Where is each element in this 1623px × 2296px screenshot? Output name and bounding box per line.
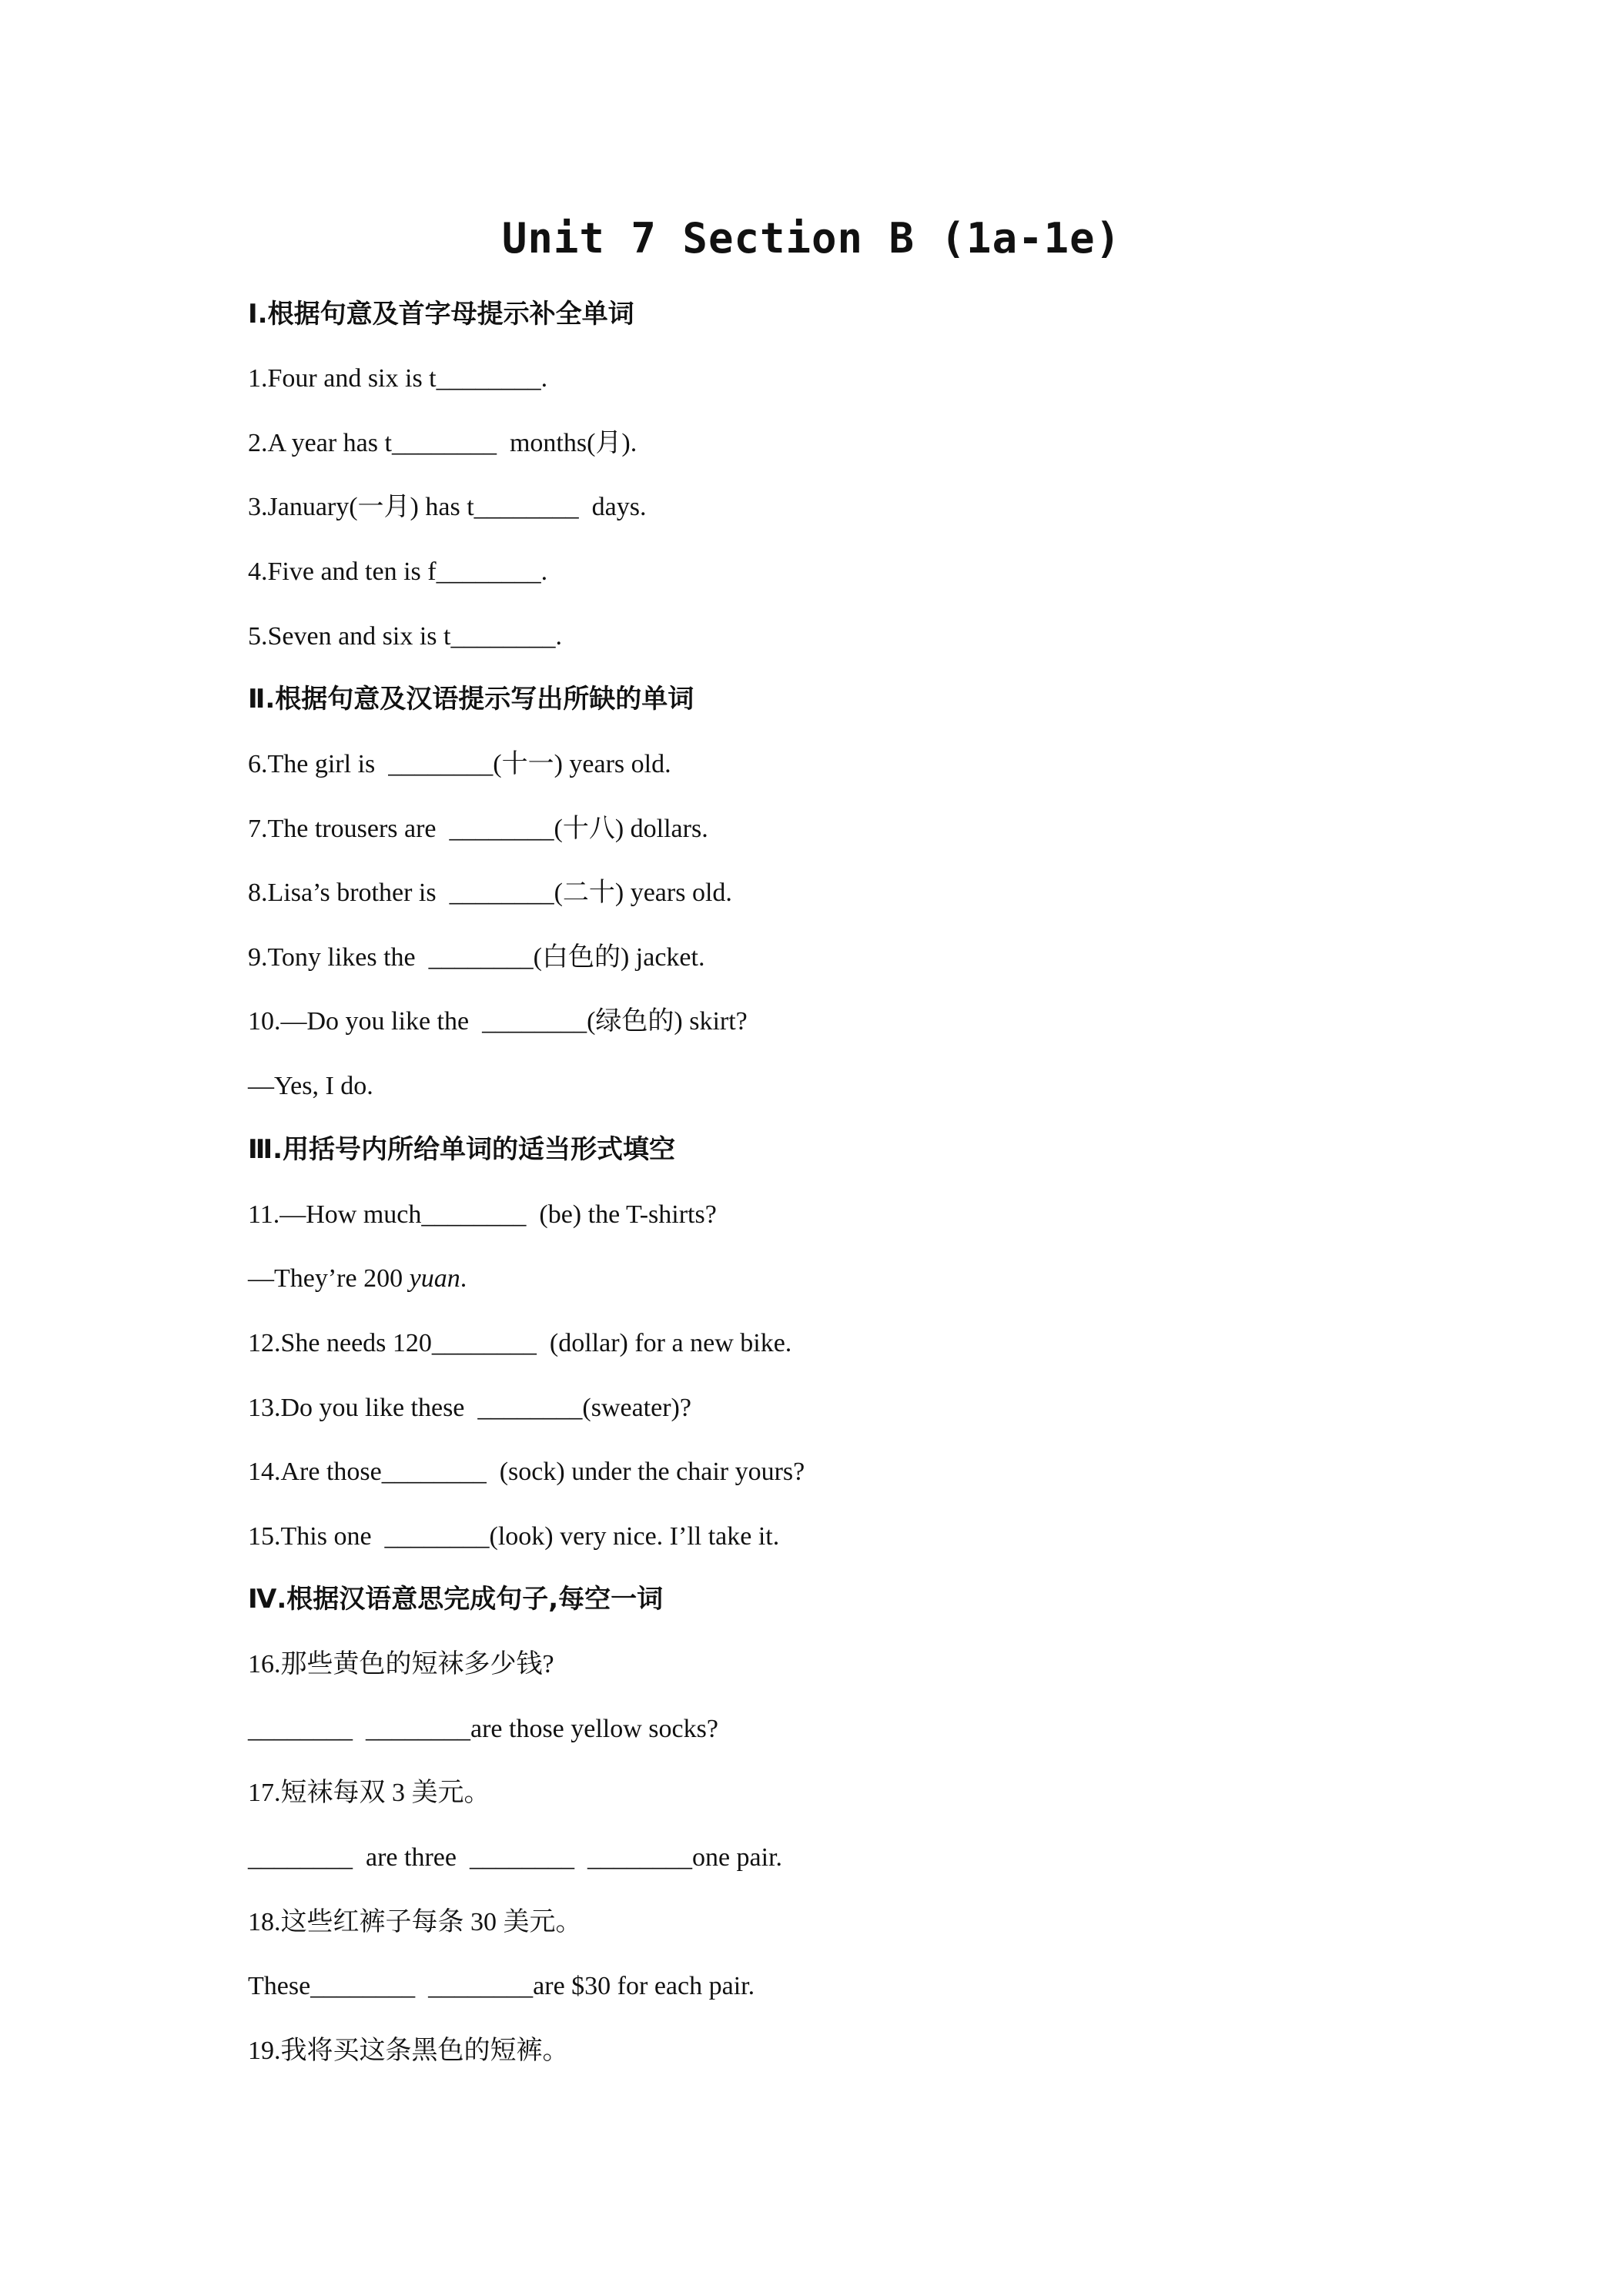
blank-17: ________ are three ________ ________one pair. [248, 1843, 783, 1872]
yuan-italic: yuan [409, 1264, 460, 1293]
question-6: 6.The girl is ________(十一) years old. [248, 750, 671, 778]
answer-10: —Yes, I do. [248, 1072, 373, 1100]
question-5: 5.Seven and six is t________. [248, 622, 562, 651]
question-15: 15.This one ________(look) very nice. I’ll take it. [248, 1522, 780, 1551]
question-3: 3.January(一月) has t________ days. [248, 493, 647, 521]
blank-16: ________ ________are those yellow socks? [248, 1715, 718, 1743]
page-title: Unit 7 Section B (1a-1e) [501, 214, 1122, 263]
section-heading-3: Ⅲ.用括号内所给单词的适当形式填空 [248, 1134, 676, 1165]
question-1: 1.Four and six is t________. [248, 364, 548, 393]
question-8: 8.Lisa’s brother is ________(二十) years old. [248, 879, 732, 907]
question-16: 16.那些黄色的短袜多少钱? [248, 1650, 554, 1678]
answer-11: —They’re 200 yuan. [248, 1264, 467, 1293]
section-heading-1: Ⅰ.根据句意及首字母提示补全单词 [248, 299, 634, 330]
question-9: 9.Tony likes the ________(白色的) jacket. [248, 943, 705, 972]
question-12: 12.She needs 120________ (dollar) for a new bike. [248, 1329, 792, 1357]
question-13: 13.Do you like these ________(sweater)? [248, 1394, 691, 1422]
question-2: 2.A year has t________ months(月). [248, 429, 637, 457]
question-11: 11.—How much________ (be) the T-shirts? [248, 1200, 717, 1229]
question-19: 19.我将买这条黑色的短裤。 [248, 2037, 569, 2065]
section-heading-4: Ⅳ.根据汉语意思完成句子,每空一词 [248, 1584, 664, 1615]
blank-18: These________ ________are $30 for each pair. [248, 1972, 755, 2000]
question-17: 17.短袜每双 3 美元。 [248, 1779, 490, 1807]
section-heading-2: Ⅱ.根据句意及汉语提示写出所缺的单词 [248, 684, 694, 715]
question-10: 10.—Do you like the ________(绿色的) skirt? [248, 1007, 748, 1036]
question-7: 7.The trousers are ________(十八) dollars. [248, 815, 708, 843]
question-14: 14.Are those________ (sock) under the chair yours? [248, 1458, 805, 1486]
question-18: 18.这些红裤子每条 30 美元。 [248, 1908, 582, 1936]
question-4: 4.Five and ten is f________. [248, 557, 548, 586]
